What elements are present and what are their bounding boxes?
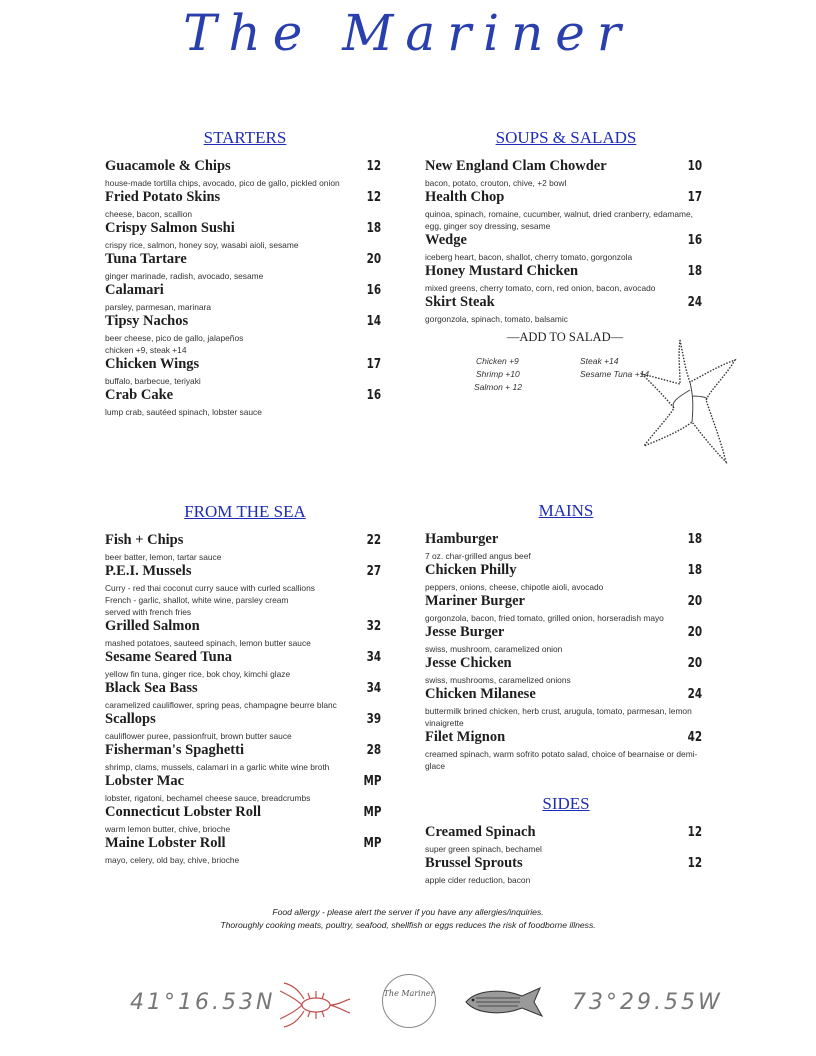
menu-item-description: apple cider reduction, bacon <box>425 875 531 885</box>
menu-item-row <box>105 532 381 549</box>
menu-item <box>105 251 381 282</box>
allergy-note-line-2: Thoroughly cooking meats, poultry, seafood, shellfish or eggs reduces the risk of foodborne illness. <box>220 920 596 930</box>
menu-item-row <box>425 158 702 175</box>
menu-item-row <box>105 618 381 635</box>
from-the-sea-list <box>105 532 381 866</box>
add-to-salad-title: —ADD TO SALAD— <box>506 330 624 344</box>
menu-item-row <box>105 711 381 728</box>
menu-item-row <box>105 387 381 404</box>
menu-item-row <box>425 686 702 703</box>
menu-item-description: cheese, bacon, scallion <box>105 209 193 219</box>
addon-item: Steak +14 <box>580 356 619 366</box>
menu-item-row <box>105 835 381 852</box>
soups-salads-list <box>425 158 702 325</box>
menu-item-price: 18 <box>687 532 702 547</box>
menu-item-price: MP <box>363 805 381 820</box>
menu-item <box>425 824 702 855</box>
addon-item: Sesame Tuna +14 <box>580 369 650 379</box>
menu-item-name: Tuna Tartare <box>105 251 187 267</box>
menu-item-description: 7 oz. char-grilled angus beef <box>425 551 531 561</box>
menu-item-row <box>425 824 702 841</box>
section-title-mains: MAINS <box>538 501 594 520</box>
menu-item <box>105 618 381 649</box>
menu-item-price: 18 <box>366 221 381 236</box>
menu-item-row <box>425 531 702 548</box>
menu-item-name: Health Chop <box>425 189 505 205</box>
menu-item-description: peppers, onions, cheese, chipotle aioli, avocado <box>425 582 604 592</box>
menu-item-name: Lobster Mac <box>105 773 185 789</box>
menu-item-row <box>105 742 381 759</box>
menu-item-name: New England Clam Chowder <box>425 158 607 174</box>
menu-item <box>425 624 702 655</box>
menu-item-price: 28 <box>366 743 381 758</box>
menu-item-price: MP <box>363 836 381 851</box>
addon-item: Shrimp +10 <box>476 369 520 379</box>
menu-item-name: Crab Cake <box>105 387 174 403</box>
menu-item-description: ginger marinade, radish, avocado, sesame <box>105 271 264 281</box>
menu-item-price: 24 <box>687 295 702 310</box>
menu-item-name: Crispy Salmon Sushi <box>105 220 235 236</box>
menu-item <box>105 313 381 356</box>
menu-item-name: Skirt Steak <box>425 294 495 310</box>
menu-item-description: buffalo, barbecue, teriyaki <box>105 376 201 386</box>
latitude-coordinate: 41°16.53N <box>130 990 276 1015</box>
menu-item <box>425 232 702 263</box>
allergy-note-line-1: Food allergy - please alert the server if you have any allergies/inquiries. <box>272 907 544 917</box>
menu-item-description: shrimp, clams, mussels, calamari in a garlic white wine broth <box>105 762 330 772</box>
menu-item-name: Tipsy Nachos <box>105 313 189 329</box>
menu-item-name: Fried Potato Skins <box>105 189 221 205</box>
menu-item-price: 12 <box>687 856 702 871</box>
menu-item <box>425 593 702 624</box>
section-title-soups-salads: SOUPS & SALADS <box>495 128 637 147</box>
menu-item <box>105 563 381 618</box>
menu-item-row <box>105 773 381 790</box>
menu-item-description: chicken +9, steak +14 <box>105 345 187 355</box>
menu-item <box>105 282 381 313</box>
menu-item-price: 12 <box>687 825 702 840</box>
menu-item-price: 24 <box>687 687 702 702</box>
menu-item-price: 34 <box>366 650 381 665</box>
menu-item-row <box>105 649 381 666</box>
menu-item <box>105 532 381 563</box>
menu-item-price: 10 <box>687 159 702 174</box>
menu-item-name: Scallops <box>105 711 156 727</box>
menu-item-row <box>425 189 702 206</box>
menu-item-name: Calamari <box>105 282 164 298</box>
menu-item-name: Hamburger <box>425 531 499 547</box>
starfish-icon <box>640 330 740 470</box>
menu-item <box>425 655 702 686</box>
menu-item-description: iceberg heart, bacon, shallot, cherry tomato, gorgonzola <box>425 252 633 262</box>
menu-item-description: beer batter, lemon, tartar sauce <box>105 552 222 562</box>
menu-item-name: Jesse Burger <box>425 624 505 640</box>
addon-item: Chicken +9 <box>476 356 519 366</box>
menu-item-row <box>105 804 381 821</box>
menu-item-description: lump crab, sautéed spinach, lobster sauce <box>105 407 262 417</box>
menu-item-name: Connecticut Lobster Roll <box>105 804 262 820</box>
menu-item-price: 18 <box>687 563 702 578</box>
lobster-icon <box>274 975 356 1031</box>
menu-item-price: MP <box>363 774 381 789</box>
menu-item-description: buttermilk brined chicken, herb crust, arugula, tomato, parmesan, lemon vinaigrette <box>425 706 692 728</box>
menu-item-row <box>425 729 702 746</box>
menu-item <box>105 711 381 742</box>
menu-item <box>425 686 702 729</box>
section-title-starters: STARTERS <box>203 128 287 147</box>
menu-item <box>105 680 381 711</box>
menu-item-name: Black Sea Bass <box>105 680 198 696</box>
menu-item-name: Mariner Burger <box>425 593 525 609</box>
starters-list <box>105 158 381 418</box>
section-title-sides: SIDES <box>542 794 590 813</box>
mains-list <box>425 531 702 772</box>
menu-item-row <box>105 220 381 237</box>
menu-item <box>425 294 702 325</box>
menu-item-price: 18 <box>687 264 702 279</box>
menu-item-description: mixed greens, cherry tomato, corn, red onion, bacon, avocado <box>425 283 656 293</box>
menu-item-price: 14 <box>366 314 381 329</box>
menu-item-name: Sesame Seared Tuna <box>105 649 233 665</box>
mariner-seal <box>382 974 436 1028</box>
menu-item-description: house-made tortilla chips, avocado, pico de gallo, pickled onion <box>105 178 340 188</box>
menu-item-name: Jesse Chicken <box>425 655 512 671</box>
menu-item-row <box>425 562 702 579</box>
menu-item-name: Chicken Milanese <box>425 686 536 702</box>
menu-item <box>425 531 702 562</box>
menu-item-row <box>425 624 702 641</box>
menu-item-price: 16 <box>366 283 381 298</box>
longitude-coordinate: 73°29.55W <box>572 990 723 1015</box>
menu-item <box>105 220 381 251</box>
menu-item-description: served with french fries <box>105 607 192 617</box>
menu-item-name: Fisherman's Spaghetti <box>105 742 244 758</box>
menu-item-row <box>105 282 381 299</box>
menu-item-price: 22 <box>366 533 381 548</box>
menu-item-row <box>105 189 381 206</box>
menu-item <box>425 158 702 189</box>
menu-item-name: Chicken Philly <box>425 562 517 578</box>
fish-icon <box>462 984 546 1022</box>
menu-item-price: 20 <box>687 625 702 640</box>
menu-item-price: 20 <box>687 656 702 671</box>
menu-item-name: Maine Lobster Roll <box>105 835 226 851</box>
menu-item-description: beer cheese, pico de gallo, jalapeños <box>105 333 244 343</box>
menu-item-row <box>425 855 702 872</box>
menu-item-name: Brussel Sprouts <box>425 855 523 871</box>
menu-item-description: lobster, rigatoni, bechamel cheese sauce, breadcrumbs <box>105 793 311 803</box>
menu-item-price: 20 <box>366 252 381 267</box>
menu-item-row <box>425 232 702 249</box>
menu-item-description: gorgonzola, bacon, fried tomato, grilled onion, horseradish mayo <box>425 613 664 623</box>
menu-item <box>105 649 381 680</box>
menu-item <box>105 804 381 835</box>
menu-item-description: creamed spinach, warm sofrito potato salad, choice of bearnaise or demi-glace <box>425 749 698 771</box>
menu-item-price: 16 <box>687 233 702 248</box>
menu-item-row <box>425 294 702 311</box>
menu-item-price: 12 <box>366 190 381 205</box>
menu-item-description: French - garlic, shallot, white wine, parsley cream <box>105 595 289 605</box>
restaurant-logo: The Mariner <box>183 4 633 62</box>
menu-item-description: gorgonzola, spinach, tomato, balsamic <box>425 314 568 324</box>
menu-item <box>105 158 381 189</box>
menu-item-price: 20 <box>687 594 702 609</box>
menu-item-description: mayo, celery, old bay, chive, brioche <box>105 855 240 865</box>
menu-item-row <box>105 563 381 580</box>
menu-item-name: Honey Mustard Chicken <box>425 263 579 279</box>
menu-item-row <box>425 655 702 672</box>
sides-list <box>425 824 702 886</box>
menu-item-row <box>105 251 381 268</box>
menu-item-name: P.E.I. Mussels <box>105 563 192 579</box>
seal-text: The Mariner <box>383 989 435 998</box>
menu-item-name: Grilled Salmon <box>105 618 200 634</box>
menu-item-row <box>105 313 381 330</box>
menu-item-price: 32 <box>366 619 381 634</box>
menu-item-row <box>425 263 702 280</box>
menu-item-price: 12 <box>366 159 381 174</box>
menu-item-description: swiss, mushroom, caramelized onion <box>425 644 563 654</box>
menu-item <box>425 562 702 593</box>
menu-item-description: bacon, potato, crouton, chive, +2 bowl <box>425 178 567 188</box>
menu-item-name: Chicken Wings <box>105 356 200 372</box>
menu-item <box>425 729 702 772</box>
section-title-from-the-sea: FROM THE SEA <box>184 502 306 521</box>
menu-item <box>425 189 702 232</box>
menu-item-row <box>105 158 381 175</box>
menu-item-name: Creamed Spinach <box>425 824 536 840</box>
menu-item-description: parsley, parmesan, marinara <box>105 302 211 312</box>
addon-item: Salmon + 12 <box>474 382 522 392</box>
menu-item-description: crispy rice, salmon, honey soy, wasabi aioli, sesame <box>105 240 299 250</box>
menu-item-row <box>105 680 381 697</box>
menu-item-price: 17 <box>687 190 702 205</box>
menu-item-description: caramelized cauliflower, spring peas, champagne beurre blanc <box>105 700 337 710</box>
menu-item-name: Fish + Chips <box>105 532 184 548</box>
menu-item-description: super green spinach, bechamel <box>425 844 542 854</box>
menu-item-price: 39 <box>366 712 381 727</box>
menu-item <box>105 356 381 387</box>
menu-item-description: mashed potatoes, sauteed spinach, lemon butter sauce <box>105 638 311 648</box>
menu-item-description: quinoa, spinach, romaine, cucumber, walnut, dried cranberry, edamame, egg, ginger soy dressing, sesame <box>425 209 693 231</box>
menu-item-description: Curry - red thai coconut curry sauce with curled scallions <box>105 583 315 593</box>
menu-item <box>425 855 702 886</box>
menu-item <box>105 773 381 804</box>
menu-item-price: 27 <box>366 564 381 579</box>
menu-item-description: swiss, mushrooms, caramelized onions <box>425 675 571 685</box>
menu-item <box>425 263 702 294</box>
menu-item <box>105 742 381 773</box>
menu-item-price: 42 <box>687 730 702 745</box>
menu-item <box>105 835 381 866</box>
menu-item-row <box>425 593 702 610</box>
menu-item-price: 16 <box>366 388 381 403</box>
menu-item-description: warm lemon butter, chive, brioche <box>105 824 231 834</box>
allergy-note <box>0 906 816 932</box>
menu-item <box>105 387 381 418</box>
menu-item-price: 34 <box>366 681 381 696</box>
menu-item-name: Filet Mignon <box>425 729 506 745</box>
menu-item-price: 17 <box>366 357 381 372</box>
menu-item-description: yellow fin tuna, ginger rice, bok choy, kimchi glaze <box>105 669 291 679</box>
menu-item-name: Wedge <box>425 232 467 248</box>
menu-item <box>105 189 381 220</box>
menu-item-description: cauliflower puree, passionfruit, brown butter sauce <box>105 731 292 741</box>
menu-item-name: Guacamole & Chips <box>105 158 231 174</box>
menu-item-row <box>105 356 381 373</box>
